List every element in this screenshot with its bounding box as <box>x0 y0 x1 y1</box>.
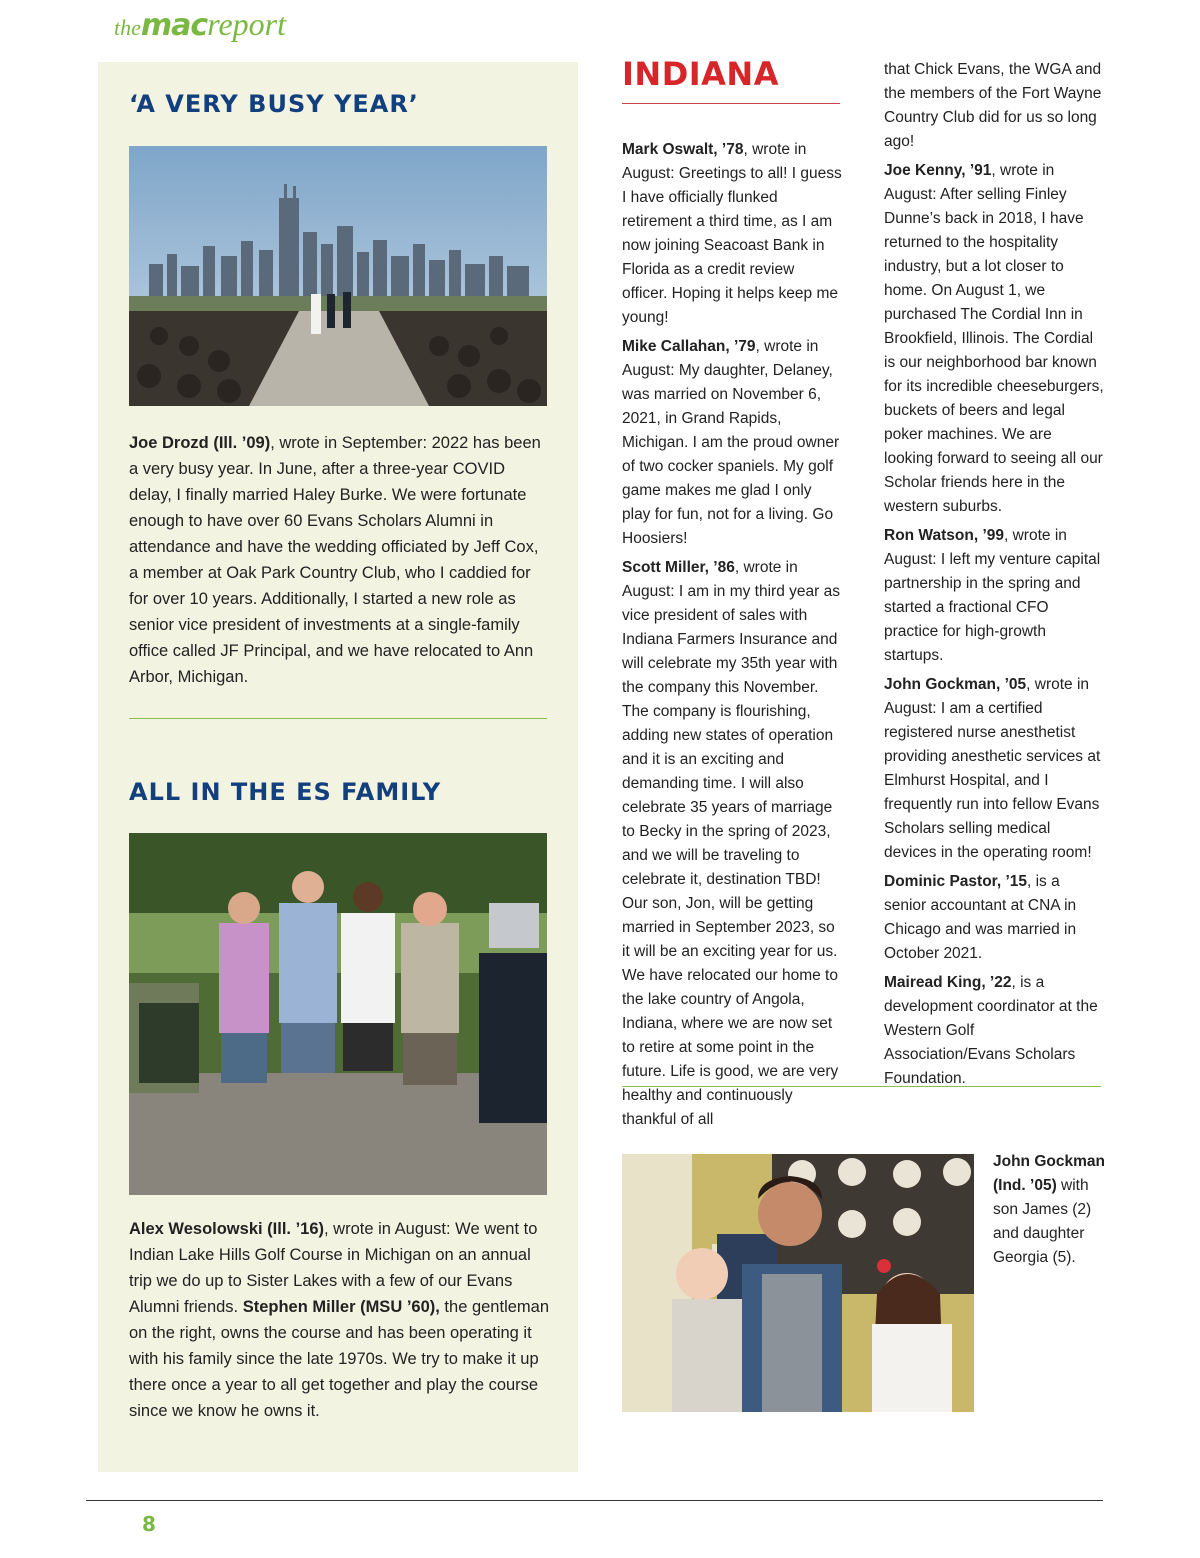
entry-dominic-pastor: Dominic Pastor, ’15, is a senior accountant at CNA in Chicago and was married in October 2021. <box>884 873 1077 962</box>
entry-mike-callahan: Mike Callahan, ’79, wrote in August: My daughter, Delaney, was married on November 6, 2021, in Grand Rapids, Michigan. I am the proud owner of two cocker spaniels. My golf game makes me glad I only play for fun, not for a living. Go Hoosiers! <box>622 338 840 547</box>
entry-scott-miller: Scott Miller, ’86, wrote in August: I am in my third year as vice president of sales with Indiana Farmers Insurance and will celebrate my 35th year with the company this November. The company is flourishing, adding new states of operation and it is an exciting and demanding time. I will also celebrate 35 years of marriage to Becky in the spring of 2023, and we will be traveling to celebrate it, destination TBD! Our son, Jon, will be getting married in September 2023, so it will be an exciting year for us. We have relocated our home to the lake country of Angola, Indiana, where we are now set to retire at some point in the future. Life is good, we are very healthy and continuously thankful of all <box>622 559 840 1128</box>
entry-mark-oswalt: Mark Oswalt, ’78, wrote in August: Greetings to all! I guess I have officially flunked retirement a third time, as I am now joining Seacoast Bank in Florida as a credit review officer. Hoping it helps keep me young! <box>622 141 842 326</box>
section-divider <box>129 718 547 719</box>
entry-joe-kenny: Joe Kenny, ’91, wrote in August: After selling Finley Dunne’s back in 2018, I have returned to the hospitality industry, but a lot closer to home. On August 1, we purchased The Cordial Inn in Brookfield, Illinois. The Cordial is our neighborhood bar known for its incredible cheeseburgers, buckets of beers and legal poker machines. We are looking forward to seeing all our Scholar friends here in the western suburbs. <box>884 162 1104 515</box>
title-underline <box>622 103 840 104</box>
magazine-logo: themacreport <box>114 6 286 43</box>
golf-group-photo <box>129 833 547 1195</box>
footer-rule <box>86 1500 1103 1501</box>
entry-mairead-king: Mairead King, ’22, is a development coordinator at the Western Golf Association/Evans Scholars Foundation. <box>884 974 1098 1087</box>
entry-continuation: that Chick Evans, the WGA and the members of the Fort Wayne Country Club did for us so long ago! <box>884 61 1102 150</box>
section-title-busy-year: ‘A VERY BUSY YEAR’ <box>129 90 419 118</box>
page-number: 8 <box>142 1512 156 1536</box>
section-title-es-family: ALL IN THE ES FAMILY <box>129 778 442 806</box>
indiana-column-1 <box>622 138 842 1137</box>
caption-joe-drozd: Joe Drozd (Ill. ’09), wrote in September: 2022 has been a very busy year. In June, after a three-year COVID delay, I finally married Haley Burke. We were fortunate enough to have over 60 Evans Scholars Alumni in attendance and have the wedding officiated by Jeff Cox, a member at Oak Park Country Club, who I caddied for for over 10 years. Additionally, I started a new role as senior vice president of investments at a single-family office called JF Principal, and we have relocated to Ann Arbor, Michigan. <box>129 434 541 686</box>
entry-ron-watson: Ron Watson, ’99, wrote in August: I left my venture capital partnership in the spring and started a fractional CFO practice for high-growth startups. <box>884 527 1101 664</box>
family-photo <box>622 1154 974 1412</box>
entry-john-gockman: John Gockman, ’05, wrote in August: I am a certified registered nurse anesthetist providing anesthetic services at Elmhurst Hospital, and I frequently run into fellow Evans Scholars selling medical devices in the operating room! <box>884 676 1101 861</box>
caption-john-gockman: John Gockman (Ind. ’05) with son James (2) and daughter Georgia (5). <box>993 1153 1105 1266</box>
section-title-indiana: INDIANA <box>622 55 779 93</box>
caption-alex-wesolowski: Alex Wesolowski (Ill. ’16), wrote in August: We went to Indian Lake Hills Golf Course in Michigan on an annual trip we do up to Sister Lakes with a few of our Evans Alumni friends. Stephen Miller (MSU ’60), the gentleman on the right, owns the course and has been operating it with his family since the late 1970s. We try to make it up there once a year to all get together and play the course since we know he owns it. <box>129 1220 550 1420</box>
wedding-photo <box>129 146 547 406</box>
section-divider-right <box>622 1086 1101 1087</box>
indiana-column-2 <box>884 58 1104 1096</box>
